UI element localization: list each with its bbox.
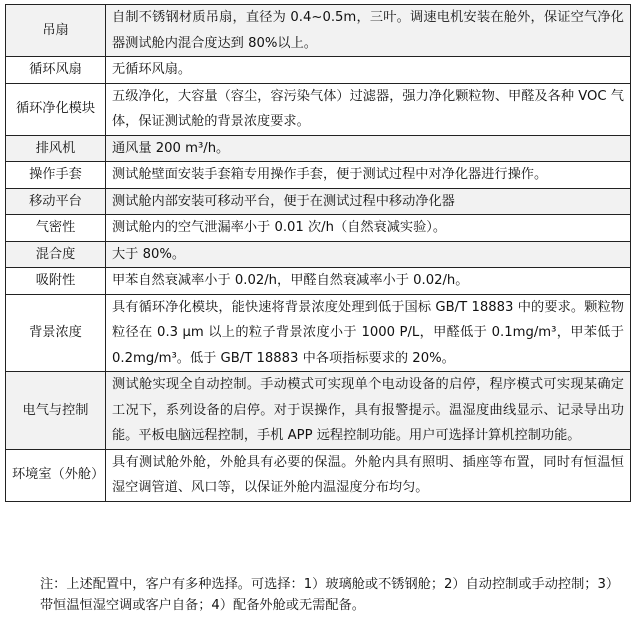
row-value: 测试舱内部安装可移动平台，便于在测试过程中移动净化器: [106, 188, 631, 215]
row-value: 自制不锈钢材质吊扇，直径为 0.4~0.5m，三叶。调速电机安装在舱外，保证空气净化器测试舱内混合度达到 80%以上。: [106, 5, 631, 57]
row-label: 吊扇: [6, 5, 106, 57]
table-row: [6, 83, 631, 135]
table-row: [6, 372, 631, 450]
row-value: 通风量 200 m³/h。: [106, 135, 631, 162]
table-row: [6, 5, 631, 57]
table-row: [6, 294, 631, 372]
table-row: [6, 57, 631, 84]
spec-table-body: [6, 5, 631, 502]
row-label: 操作手套: [6, 162, 106, 189]
row-value: 具有测试舱外舱，外舱具有必要的保温。外舱内具有照明、插座等布置，同时有恒温恒湿空调管道、风口等，以保证外舱内温湿度分布均匀。: [106, 449, 631, 501]
row-label: 移动平台: [6, 188, 106, 215]
table-row: [6, 162, 631, 189]
row-label: 混合度: [6, 241, 106, 268]
row-label: 循环净化模块: [6, 83, 106, 135]
row-value: 测试舱内的空气泄漏率小于 0.01 次/h（自然衰减实验）。: [106, 215, 631, 242]
table-row: [6, 449, 631, 501]
row-value: 甲苯自然衰减率小于 0.02/h，甲醛自然衰减率小于 0.02/h。: [106, 268, 631, 295]
table-row: [6, 135, 631, 162]
row-label: 背景浓度: [6, 294, 106, 372]
row-value: 大于 80%。: [106, 241, 631, 268]
row-value: 具有循环净化模块，能快速将背景浓度处理到低于国标 GB/T 18883 中的要求。颗粒物粒径在 0.3 μm 以上的粒子背景浓度小于 1000 P/L，甲醛低于 0.1mg/m³，甲苯低于 0.2mg/m³。低于 GB/T 18883 中各项指标要求的 20%。: [106, 294, 631, 372]
row-value: 五级净化，大容量（容尘，容污染气体）过滤器，强力净化颗粒物、甲醛及各种 VOC 气体，保证测试舱的背景浓度要求。: [106, 83, 631, 135]
row-value: 无循环风扇。: [106, 57, 631, 84]
footnote: 注：上述配置中，客户有多种选择。可选择：1）玻璃舱或不锈钢舱；2）自动控制或手动控制；3）带恒温恒湿空调或客户自备；4）配备外舱或无需配备。: [40, 577, 620, 613]
row-label: 排风机: [6, 135, 106, 162]
row-label: 环境室（外舱）: [6, 449, 106, 501]
table-row: [6, 241, 631, 268]
table-row: [6, 215, 631, 242]
row-label: 电气与控制: [6, 372, 106, 450]
row-value: 测试舱实现全自动控制。手动模式可实现单个电动设备的启停，程序模式可实现某确定工况下，系列设备的启停。对于误操作，具有报警提示。温湿度曲线显示、记录导出功能。平板电脑远程控制，手机 APP 远程控制功能。用户可选择计算机控制功能。: [106, 372, 631, 450]
table-row: [6, 268, 631, 295]
spec-table: [5, 4, 631, 502]
row-label: 气密性: [6, 215, 106, 242]
table-row: [6, 188, 631, 215]
row-label: 吸附性: [6, 268, 106, 295]
row-value: 测试舱壁面安装手套箱专用操作手套，便于测试过程中对净化器进行操作。: [106, 162, 631, 189]
row-label: 循环风扇: [6, 57, 106, 84]
